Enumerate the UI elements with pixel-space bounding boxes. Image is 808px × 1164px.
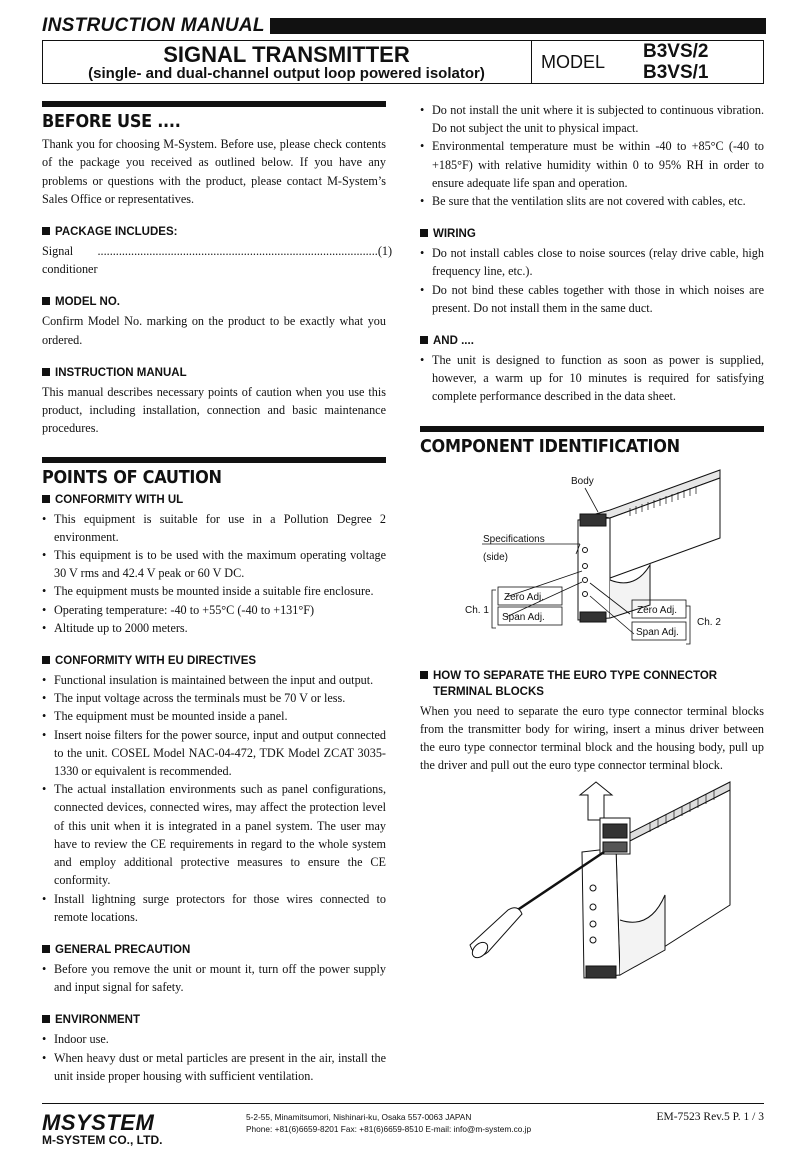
adjuster-icon bbox=[590, 904, 596, 910]
before-use-intro: Thank you for choosing M-System. Before use, please check contents of the package you received as outlined below. If you have any problems or questions with the product, please contact M-System’s Sales Office or representatives. bbox=[42, 137, 386, 206]
list-item: • The unit is designed to function as soon as power is supplied, however, a warm up for 10 minutes is required for satisfying complete performance described in the data sheet. bbox=[420, 351, 764, 406]
square-bullet-icon bbox=[42, 368, 50, 376]
model-code-1: B3VS/2 bbox=[643, 41, 709, 62]
model-no-text: Confirm Model No. marking on the product to be exactly what you ordered. bbox=[42, 314, 386, 347]
list-item: • Do not install the unit where it is subjected to continuous vibration. Do not subject the unit to physical impact. bbox=[420, 101, 764, 137]
square-bullet-icon bbox=[420, 671, 428, 679]
square-bullet-icon bbox=[42, 945, 50, 953]
label-specs: Specifications bbox=[483, 534, 545, 545]
terminal-block-bottom bbox=[580, 612, 606, 622]
list-item: • Do not bind these cables together with those in which noises are present. Do not install them in the same duct. bbox=[420, 281, 764, 317]
manual-title: INSTRUCTION MANUAL bbox=[42, 15, 265, 36]
eu-heading: CONFORMITY WITH EU DIRECTIVES bbox=[42, 653, 386, 669]
wiring-heading: WIRING bbox=[420, 226, 764, 242]
ul-list bbox=[42, 510, 386, 637]
before-use-section bbox=[42, 101, 386, 208]
unit-front-face bbox=[582, 848, 620, 978]
title-divider bbox=[531, 40, 532, 84]
list-item: • The actual installation environments such as panel configurations, connected devices, connected wires, may affect the protection level of this unit when it is integrated in a panel system. The user may have to review the CE requirements in regard to the whole system and employ additional protective measures to ensure the CE conformity. bbox=[42, 780, 386, 889]
list-item: • The equipment musts be mounted inside a suitable fire enclosure. bbox=[42, 582, 386, 600]
separate-text: When you need to separate the euro type connector terminal blocks from the transmitter body for wiring, insert a minus driver between the euro type connector terminal block and the housing body, pull up the driver and pull out the euro type connector terminal block. bbox=[420, 703, 764, 773]
header-bar bbox=[270, 18, 766, 34]
square-bullet-icon bbox=[42, 495, 50, 503]
component-diagram bbox=[420, 470, 765, 650]
label-zero-2: Zero Adj. bbox=[637, 605, 678, 616]
square-bullet-icon bbox=[42, 656, 50, 664]
square-bullet-icon bbox=[42, 297, 50, 305]
model-label: MODEL bbox=[541, 52, 606, 72]
terminal-block-top bbox=[580, 514, 606, 526]
list-item: • This equipment is suitable for use in a Pollution Degree 2 environment. bbox=[42, 510, 386, 546]
label-side: (side) bbox=[483, 552, 509, 563]
general-heading: GENERAL PRECAUTION bbox=[42, 942, 386, 958]
document-number: EM-7523 Rev.5 P. 1 / 3 bbox=[656, 1111, 764, 1123]
adj-ch2-icon bbox=[583, 592, 588, 597]
square-bullet-icon bbox=[420, 229, 428, 237]
adjuster-icon bbox=[590, 937, 596, 943]
separation-diagram bbox=[460, 780, 760, 985]
footer-rule bbox=[42, 1103, 764, 1104]
model-no-heading: MODEL NO. bbox=[42, 294, 386, 310]
general-list bbox=[42, 960, 386, 996]
list-item: • Insert noise filters for the power source, input and output connected to the unit. COSEL Model NAC-04-472, TDK Model ZCAT 3035-1330 or equivalent is recommended. bbox=[42, 726, 386, 781]
list-item: • Be sure that the ventilation slits are not covered with cables, etc. bbox=[420, 192, 764, 210]
manual-text: This manual describes necessary points of caution when you use this product, including installation, connection and basic maintenance procedures. bbox=[42, 384, 386, 436]
package-item: Signal conditioner ............................................................................................ (1) bbox=[42, 244, 393, 277]
label-ch1: Ch. 1 bbox=[465, 605, 489, 616]
label-zero-1: Zero Adj. bbox=[504, 592, 545, 603]
list-item: • Before you remove the unit or mount it, turn off the power supply and input signal for safety. bbox=[42, 960, 386, 996]
zero-adj-ch1-icon bbox=[583, 564, 588, 569]
right-column bbox=[420, 101, 764, 775]
list-item: • Do not install cables close to noise sources (relay drive cable, high frequency line, etc.). bbox=[420, 244, 764, 280]
model-code-2: B3VS/1 bbox=[643, 62, 709, 83]
square-bullet-icon bbox=[420, 336, 428, 344]
and-heading: AND .... bbox=[420, 333, 764, 349]
span-adj-ch1-icon bbox=[583, 578, 588, 583]
list-item: • Operating temperature: -40 to +55°C (-40 to +131°F) bbox=[42, 601, 386, 619]
list-item: • Altitude up to 2000 meters. bbox=[42, 619, 386, 637]
label-span-2: Span Adj. bbox=[636, 627, 679, 638]
company-address: 5-2-55, Minamitsumori, Nishinari-ku, Osaka 557-0063 JAPAN Phone: +81(6)6659-8201 Fax: +81(6)6659-8510 E-mail: info@m-system.co.jp bbox=[246, 1112, 532, 1134]
label-ch2: Ch. 2 bbox=[697, 617, 721, 628]
before-use-heading: BEFORE USE .... bbox=[42, 112, 181, 132]
list-item: • The input voltage across the terminals must be 70 V or less. bbox=[42, 689, 386, 707]
adjuster-icon bbox=[590, 921, 596, 927]
list-item: • When heavy dust or metal particles are present in the air, install the unit inside proper housing with sufficient ventilation. bbox=[42, 1049, 386, 1085]
caution-section bbox=[42, 457, 386, 487]
list-item: • Install lightning surge protectors for those wires connected to remote locations. bbox=[42, 890, 386, 926]
led-icon bbox=[583, 548, 588, 553]
environment-heading: ENVIRONMENT bbox=[42, 1012, 386, 1028]
company-name: M-SYSTEM CO., LTD. bbox=[42, 1133, 163, 1147]
arrow-up-icon bbox=[580, 782, 612, 820]
component-heading: COMPONENT IDENTIFICATION bbox=[420, 436, 680, 457]
wiring-list bbox=[420, 244, 764, 317]
label-span-1: Span Adj. bbox=[502, 612, 545, 623]
component-section bbox=[420, 426, 764, 456]
square-bullet-icon bbox=[42, 227, 50, 235]
square-bullet-icon bbox=[42, 1015, 50, 1023]
separate-heading: HOW TO SEPARATE THE EURO TYPE CONNECTOR TERMINAL BLOCKS bbox=[420, 668, 764, 700]
unit-front-face bbox=[578, 518, 610, 620]
label-body: Body bbox=[571, 476, 594, 487]
list-item: • This equipment is to be used with the maximum operating voltage 30 V rms and 42.4 V peak or 60 V DC. bbox=[42, 546, 386, 582]
environment-list-b bbox=[420, 101, 764, 210]
manual-heading: INSTRUCTION MANUAL bbox=[42, 365, 386, 381]
left-column bbox=[42, 101, 393, 1085]
list-item: • The equipment must be mounted inside a panel. bbox=[42, 707, 386, 725]
eu-list bbox=[42, 671, 386, 926]
package-heading: PACKAGE INCLUDES: bbox=[42, 224, 386, 240]
environment-list-a bbox=[42, 1030, 386, 1085]
list-item: • Environmental temperature must be within -40 to +85°C (-40 to +185°F) with relative humidity within 0 to 95% RH in order to ensure adequate life span and operation. bbox=[420, 137, 764, 192]
product-subtitle: (single- and dual-channel output loop powered isolator) bbox=[88, 65, 485, 82]
indicator-icon bbox=[590, 885, 596, 891]
list-item: • Functional insulation is maintained between the input and output. bbox=[42, 671, 386, 689]
ul-heading: CONFORMITY WITH UL bbox=[42, 492, 386, 508]
caution-heading: POINTS OF CAUTION bbox=[42, 468, 222, 489]
product-title: SIGNAL TRANSMITTER bbox=[163, 42, 410, 67]
list-item: • Indoor use. bbox=[42, 1030, 386, 1048]
and-list bbox=[420, 351, 764, 406]
company-logo: MSYSTEM bbox=[42, 1110, 155, 1135]
